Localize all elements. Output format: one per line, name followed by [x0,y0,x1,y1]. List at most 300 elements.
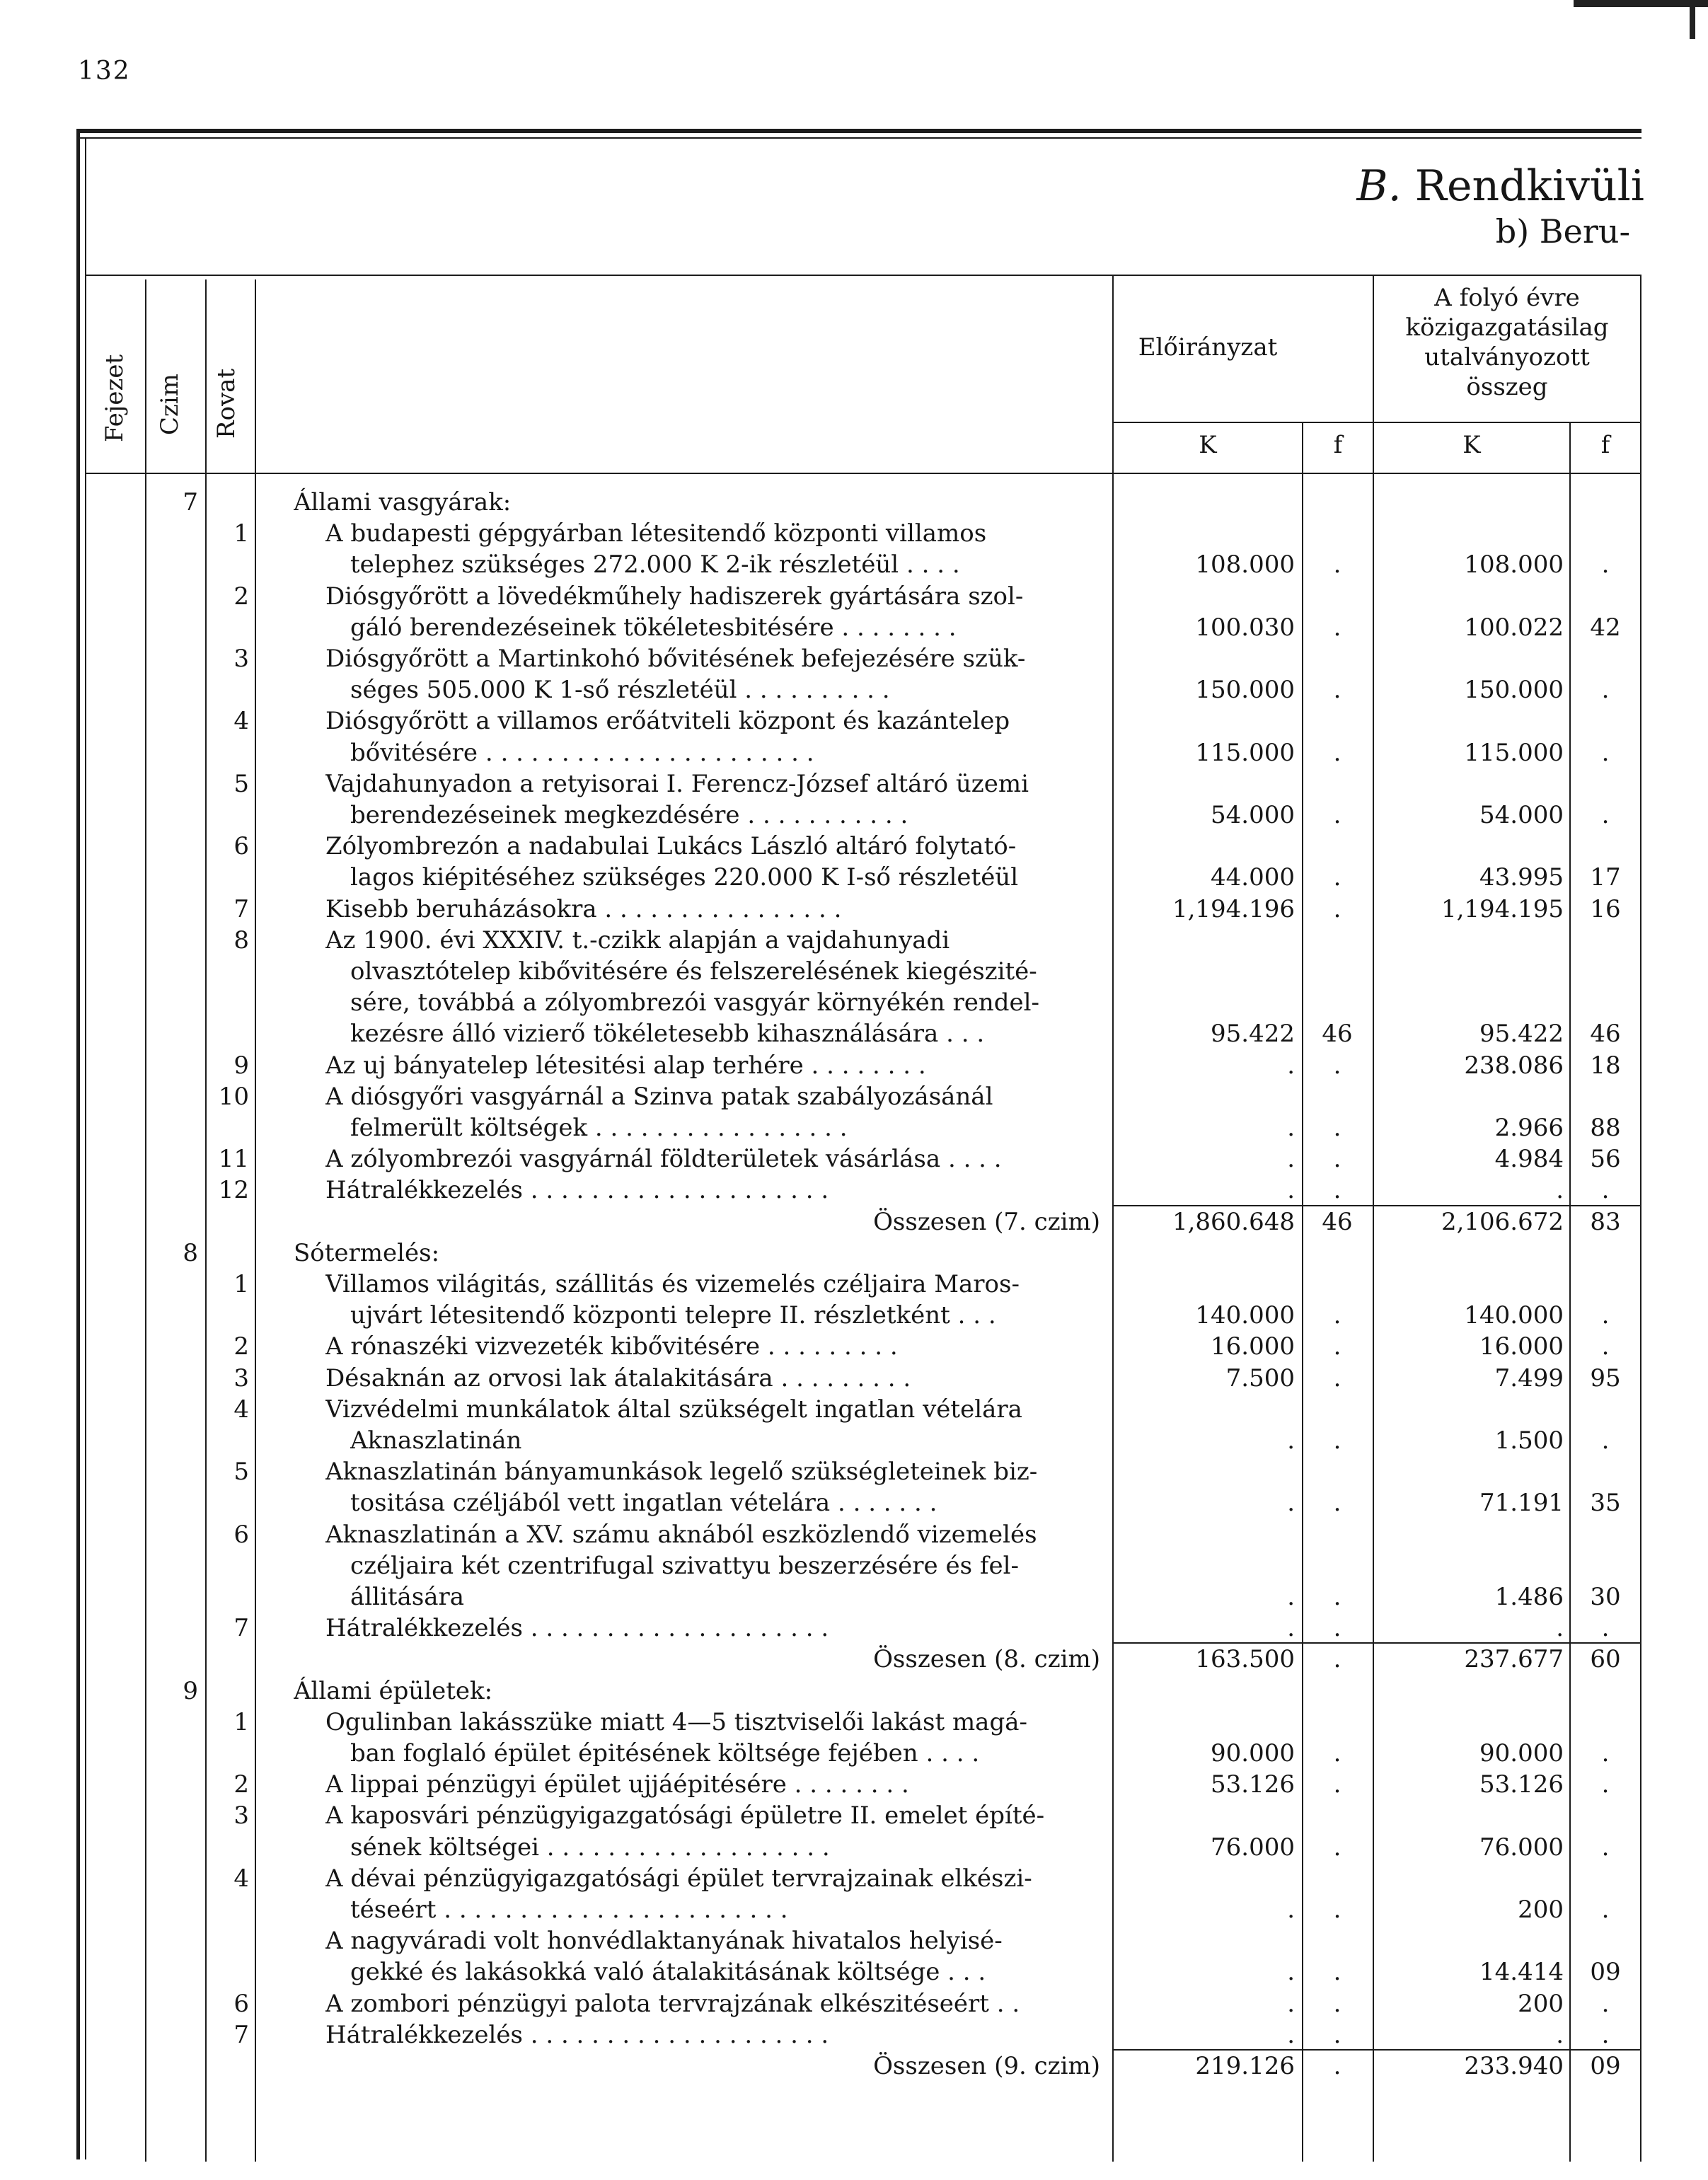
amount-f [1305,956,1369,987]
total-label: Összesen (7. czim) [873,1208,1100,1236]
col-divider [205,279,207,2162]
rovat-number [208,1581,249,1613]
rovat-number [208,1676,249,1707]
amount-k [1378,518,1564,549]
amount-k [1118,956,1295,987]
czim-number: 7 [183,488,198,517]
total-rule [1373,2049,1569,2051]
amount-f [1305,925,1369,956]
col-divider [1302,423,1303,2162]
amount-f: . [1333,1770,1341,1799]
amount-f [1572,956,1639,987]
line-text: Állami vasgyárak: [294,488,512,517]
amount-k: . [1287,1114,1295,1142]
line-text: berendezéseinek megkezdésére . . . . . . . . . . . [350,801,908,829]
line-text: A diósgyőri vasgyárnál a Szinva patak szabályozásánál [325,1083,993,1111]
amount-k [1118,1676,1295,1707]
rovat-number [208,1238,249,1269]
amount-k: . [1556,1176,1564,1204]
amount-f: . [1601,1739,1610,1767]
amount-k: 2.966 [1494,1114,1564,1142]
czim-number [149,1738,198,1769]
czim-number [149,1769,198,1800]
header-rovat: Rovat [212,368,241,439]
rovat-number [208,987,249,1018]
line-text: Az 1900. évi XXXIV. t.-czikk alapján a vajdahunyadi [325,926,950,955]
amount-f: . [1333,1489,1341,1517]
rovat-number: 4 [233,707,249,735]
amount-f: . [1601,739,1610,767]
amount-f [1572,1394,1639,1425]
amount-k: 1.500 [1494,1426,1564,1455]
amount-f [1572,643,1639,674]
amount-k [1118,1863,1295,1894]
amount-k: 1.486 [1494,1583,1564,1611]
czim-number [149,1956,198,1988]
amount-k: . [1287,1426,1295,1455]
amount-f [1305,1925,1369,1956]
rovat-number [208,1300,249,1331]
czim-number [149,1707,198,1738]
header-top-rule [85,275,1641,276]
line-text: téseért . . . . . . . . . . . . . . . . . . . . . . . [350,1896,788,1924]
amount-f [1305,831,1369,862]
rovat-number [208,1550,249,1581]
czim-number [149,1300,198,1331]
amount-k: 95.422 [1479,1020,1564,1048]
amount-f [1572,1800,1639,1831]
amount-k [1118,643,1295,674]
amount-k [1378,768,1564,800]
rovat-number [208,956,249,987]
czim-number [149,1081,198,1112]
amount-f: . [1333,1301,1341,1330]
line-text: bővitésére . . . . . . . . . . . . . . . . . . . . . . [350,739,814,767]
amount-f [1572,518,1639,549]
line-text: A rónaszéki vizvezeték kibővitésére . . . . . . . . . [325,1332,898,1361]
amount-k: . [1287,1990,1295,2018]
rovat-number: 7 [233,1614,249,1642]
amount-f [1305,1238,1369,1269]
czim-number [149,1988,198,2019]
amount-k: 71.191 [1479,1489,1564,1517]
amount-k [1118,1081,1295,1112]
amount-k: . [1287,2021,1295,2049]
czim-number [149,831,198,862]
line-text: gekké és lakásokká való átalakitásának költsége . . . [350,1958,986,1986]
amount-f: . [1601,1426,1610,1455]
amount-k [1378,643,1564,674]
amount-f: 46 [1322,1208,1353,1236]
amount-f [1572,1238,1639,1269]
czim-number [149,2051,198,2082]
czim-number [149,2019,198,2051]
rovat-number [208,2051,249,2082]
czim-number [149,518,198,549]
czim-number [149,1018,198,1049]
amount-f [1305,487,1369,518]
amount-f: . [1601,2021,1610,2049]
amount-k [1118,1707,1295,1738]
header-czim: Czim [156,373,184,435]
corner-mark [1690,0,1695,39]
total-label: Összesen (8. czim) [873,1645,1100,1673]
czim-number [149,1613,198,1644]
amount-f [1305,581,1369,612]
amount-k: 76.000 [1479,1833,1564,1862]
amount-k [1378,987,1564,1018]
amount-f: . [1333,613,1341,642]
amount-f [1305,1394,1369,1425]
amount-f [1572,1863,1639,1894]
amount-f: . [1601,1301,1610,1330]
line-text: Hátralékkezelés . . . . . . . . . . . . . . . . . . . . [325,2021,829,2049]
total-rule [1373,1642,1569,1644]
amount-k: . [1556,1614,1564,1642]
amount-k: . [1287,1583,1295,1611]
section-subtitle: b) Beru- [1495,212,1630,250]
line-text: A budapesti gépgyárban létesitendő központi villamos [325,519,987,548]
line-text: telephez szükséges 272.000 K 2-ik részletéül . . . . [350,550,960,579]
amount-k [1118,768,1295,800]
czim-number [149,925,198,956]
line-text: séges 505.000 K 1-ső részletéül . . . . . . . . . . [350,676,890,704]
line-text: gáló berendezéseinek tökéletesbitésére . . . . . . . . [350,613,957,642]
header-k: K [1462,431,1481,459]
czim-number [149,1863,198,1894]
line-text: Désaknán az orvosi lak átalakitására . . . . . . . . . [325,1364,911,1392]
amount-f [1305,643,1369,674]
line-text: kezésre álló vizierő tökéletesebb kihasználására . . . [350,1020,985,1048]
amount-k: 16.000 [1211,1332,1295,1361]
col-divider [255,279,256,2162]
rovat-number [208,862,249,893]
amount-f [1572,1676,1639,1707]
top-rule [76,137,1641,139]
amount-k: 237.677 [1464,1645,1564,1673]
amount-k: . [1556,2021,1564,2049]
amount-f: . [1333,676,1341,704]
rovat-number: 2 [233,582,249,611]
amount-k: 90.000 [1211,1739,1295,1767]
amount-f: . [1601,1990,1610,2018]
amount-k [1378,1707,1564,1738]
rovat-number: 10 [218,1083,249,1111]
amount-f: . [1333,1990,1341,2018]
rovat-number: 11 [218,1145,249,1173]
line-text: Hátralékkezelés . . . . . . . . . . . . . . . . . . . . [325,1176,829,1204]
amount-f: . [1333,1364,1341,1392]
amount-k [1118,1925,1295,1956]
amount-f: . [1333,1896,1341,1924]
amount-f: 09 [1590,2052,1621,2080]
col-divider [1640,276,1641,2162]
czim-number [149,549,198,580]
amount-f [1572,1081,1639,1112]
line-text: Vizvédelmi munkálatok által szükségelt ingatlan vételára [325,1395,1022,1424]
total-rule [1112,2049,1302,2051]
amount-f: 95 [1590,1364,1621,1392]
amount-k: 100.022 [1464,613,1564,642]
page-number: 132 [78,57,131,86]
amount-f: 46 [1590,1020,1621,1048]
czim-number [149,800,198,831]
czim-number [149,956,198,987]
header-line: közigazgatásilag [1405,313,1609,342]
col-divider [145,279,146,2162]
amount-k [1118,831,1295,862]
amount-k [1378,831,1564,862]
rovat-number: 5 [233,770,249,798]
amount-k: 115.000 [1195,739,1295,767]
left-rule [85,137,86,2159]
rovat-number [208,612,249,643]
czim-number [149,1832,198,1863]
left-rule [76,129,80,2159]
line-text: Aknaszlatinán bányamunkások legelő szükségleteinek biz- [325,1458,1038,1486]
amount-k [1378,1456,1564,1487]
corner-mark [1574,0,1708,7]
amount-f: 35 [1590,1489,1621,1517]
header-bottom-rule [85,473,1641,474]
total-rule [1569,1642,1640,1644]
amount-f: . [1601,1176,1610,1204]
amount-k [1118,925,1295,956]
rovat-number [208,1425,249,1456]
czim-number [149,1112,198,1143]
amount-k [1118,1238,1295,1269]
line-text: Sótermelés: [294,1239,440,1267]
czim-number [149,1925,198,1956]
line-text: A lippai pénzügyi épület ujjáépitésére . . . . . . . . [325,1770,909,1799]
line-text: Állami épületek: [294,1677,493,1705]
rovat-number [208,1206,249,1238]
col-divider [1373,276,1374,2162]
czim-number [149,1800,198,1831]
czim-number [149,1143,198,1175]
rovat-number: 2 [233,1770,249,1799]
amount-f: . [1333,739,1341,767]
header-k: K [1199,431,1217,459]
amount-f: . [1333,1426,1341,1455]
czim-number [149,1175,198,1206]
rovat-number: 8 [233,926,249,955]
czim-number [149,1363,198,1394]
czim-number [149,1425,198,1456]
total-rule [1302,1205,1373,1206]
czim-number [149,768,198,800]
header-line: A folyó évre [1434,284,1580,312]
amount-f: 88 [1590,1114,1621,1142]
amount-f: 30 [1590,1583,1621,1611]
amount-k: 233.940 [1464,2052,1564,2080]
rovat-number [208,1956,249,1988]
header-line: utalványozott [1424,343,1590,371]
amount-k [1378,925,1564,956]
amount-k: 43.995 [1479,863,1564,892]
amount-f [1305,518,1369,549]
amount-k [1378,1676,1564,1707]
line-text: A zombori pénzügyi palota tervrajzának elkészitéseért . . [325,1990,1020,2018]
czim-number [149,737,198,768]
amount-f [1305,1707,1369,1738]
rovat-number [208,737,249,768]
amount-f: . [1333,1145,1341,1173]
czim-number [149,674,198,705]
amount-f: . [1333,2021,1341,2049]
amount-k: 7.500 [1225,1364,1295,1392]
amount-k [1378,1863,1564,1894]
czim-number [149,1894,198,1925]
amount-f [1572,581,1639,612]
rovat-number: 7 [233,2021,249,2049]
amount-k: 1,860.648 [1172,1208,1295,1236]
amount-f: . [1333,1614,1341,1642]
amount-k: 16.000 [1479,1332,1564,1361]
amount-f: . [1601,1770,1610,1799]
amount-f [1305,987,1369,1018]
amount-f [1305,1269,1369,1300]
rovat-number: 2 [233,1332,249,1361]
amount-f: . [1333,1114,1341,1142]
line-text: czéljaira két czentrifugal szivattyu beszerzésére és fel- [350,1552,1019,1580]
czim-number: 9 [183,1677,198,1705]
amount-f [1572,925,1639,956]
amount-f: 83 [1590,1208,1621,1236]
total-rule [1302,1642,1373,1644]
total-rule [1373,1205,1569,1206]
amount-k [1118,987,1295,1018]
amount-k: 219.126 [1195,2052,1295,2080]
rovat-number: 3 [233,1364,249,1392]
czim-number [149,1394,198,1425]
amount-k [1118,1550,1295,1581]
line-text: Aknaszlatinán a XV. számu aknából eszközlendő vizemelés [325,1521,1037,1549]
rovat-number: 4 [233,1864,249,1893]
amount-k [1118,1394,1295,1425]
amount-k: 200 [1518,1990,1564,2018]
rovat-number: 6 [233,1521,249,1549]
amount-k [1118,1800,1295,1831]
amount-k: . [1287,1489,1295,1517]
amount-f: . [1333,801,1341,829]
amount-f: . [1333,550,1341,579]
amount-k: 108.000 [1195,550,1295,579]
amount-k: 150.000 [1464,676,1564,704]
amount-k: 54.000 [1211,801,1295,829]
amount-k [1118,581,1295,612]
amount-f: . [1333,895,1341,923]
line-text: Villamos világitás, szállitás és vizemelés czéljaira Maros- [325,1270,1020,1298]
czim-number [149,1269,198,1300]
header-fejezet: Fejezet [100,354,129,442]
czim-number [149,581,198,612]
amount-k: . [1287,1145,1295,1173]
amount-f: 17 [1590,863,1621,892]
rovat-number: 1 [233,1270,249,1298]
amount-f [1572,487,1639,518]
amount-f: 42 [1590,613,1621,642]
amount-k: 53.126 [1211,1770,1295,1799]
header-f: f [1333,431,1343,459]
amount-k: . [1287,1614,1295,1642]
rovat-number [208,1018,249,1049]
header-eloiranyzat: Előirányzat [1138,333,1278,362]
rovat-number [208,549,249,580]
rovat-number: 5 [233,1458,249,1486]
amount-k: 200 [1518,1896,1564,1924]
amount-f [1305,1519,1369,1550]
czim-number: 8 [183,1239,198,1267]
rovat-number: 6 [233,1990,249,2018]
header-line: összeg [1466,373,1548,401]
amount-f: 46 [1322,1020,1353,1048]
top-rule [76,129,1641,133]
line-text: állitására [350,1583,465,1611]
line-text: A nagyváradi volt honvédlaktanyának hivatalos helyisé- [325,1927,1003,1955]
line-text: ujvárt létesitendő központi telepre II. részletként . . . [350,1301,996,1330]
amount-f: . [1601,1896,1610,1924]
rovat-number [208,674,249,705]
amount-f [1305,705,1369,737]
czim-number [149,1456,198,1487]
amount-f: . [1333,1833,1341,1862]
czim-number [149,1644,198,1675]
czim-number [149,1550,198,1581]
total-rule [1112,1205,1302,1206]
amount-f: 16 [1590,895,1621,923]
line-text: Aknaszlatinán [350,1426,522,1455]
amount-k [1378,1081,1564,1112]
amount-k [1378,1394,1564,1425]
amount-k [1118,1456,1295,1487]
line-text: sére, továbbá a zólyombrezói vasgyár környékén rendel- [350,988,1039,1017]
amount-k: . [1287,1176,1295,1204]
czim-number [149,1050,198,1081]
amount-f [1305,1081,1369,1112]
total-rule [1569,2049,1640,2051]
amount-f [1572,1456,1639,1487]
amount-k: . [1287,1051,1295,1080]
amount-k [1378,487,1564,518]
amount-f [1572,1519,1639,1550]
header-f: f [1600,431,1610,459]
line-text: olvasztótelep kibővitésére és felszerelésének kiegészité- [350,957,1037,986]
line-text: felmerült költségek . . . . . . . . . . . . . . . . . [350,1114,848,1142]
total-rule [1569,1205,1640,1206]
amount-f: . [1333,1739,1341,1767]
rovat-number [208,1487,249,1518]
amount-f [1572,768,1639,800]
rovat-number [208,1894,249,1925]
line-text: Az uj bányatelep létesitési alap terhére . . . . . . . . [325,1051,926,1080]
amount-f [1572,705,1639,737]
amount-k [1378,956,1564,987]
line-text: Diósgyőrött a Martinkohó bővitésének befejezésére szük- [325,645,1026,673]
total-rule [1112,1642,1302,1644]
amount-k: 54.000 [1479,801,1564,829]
amount-f: 18 [1590,1051,1621,1080]
total-rule [1302,2049,1373,2051]
line-text: tositása czéljából vett ingatlan vételára . . . . . . . [350,1489,937,1517]
czim-number [149,705,198,737]
line-text: A zólyombrezói vasgyárnál földterületek vásárlása . . . . [325,1145,1002,1173]
rovat-number: 3 [233,1801,249,1830]
amount-f: . [1333,1051,1341,1080]
czim-number [149,612,198,643]
amount-k [1378,1238,1564,1269]
amount-k: 90.000 [1479,1739,1564,1767]
